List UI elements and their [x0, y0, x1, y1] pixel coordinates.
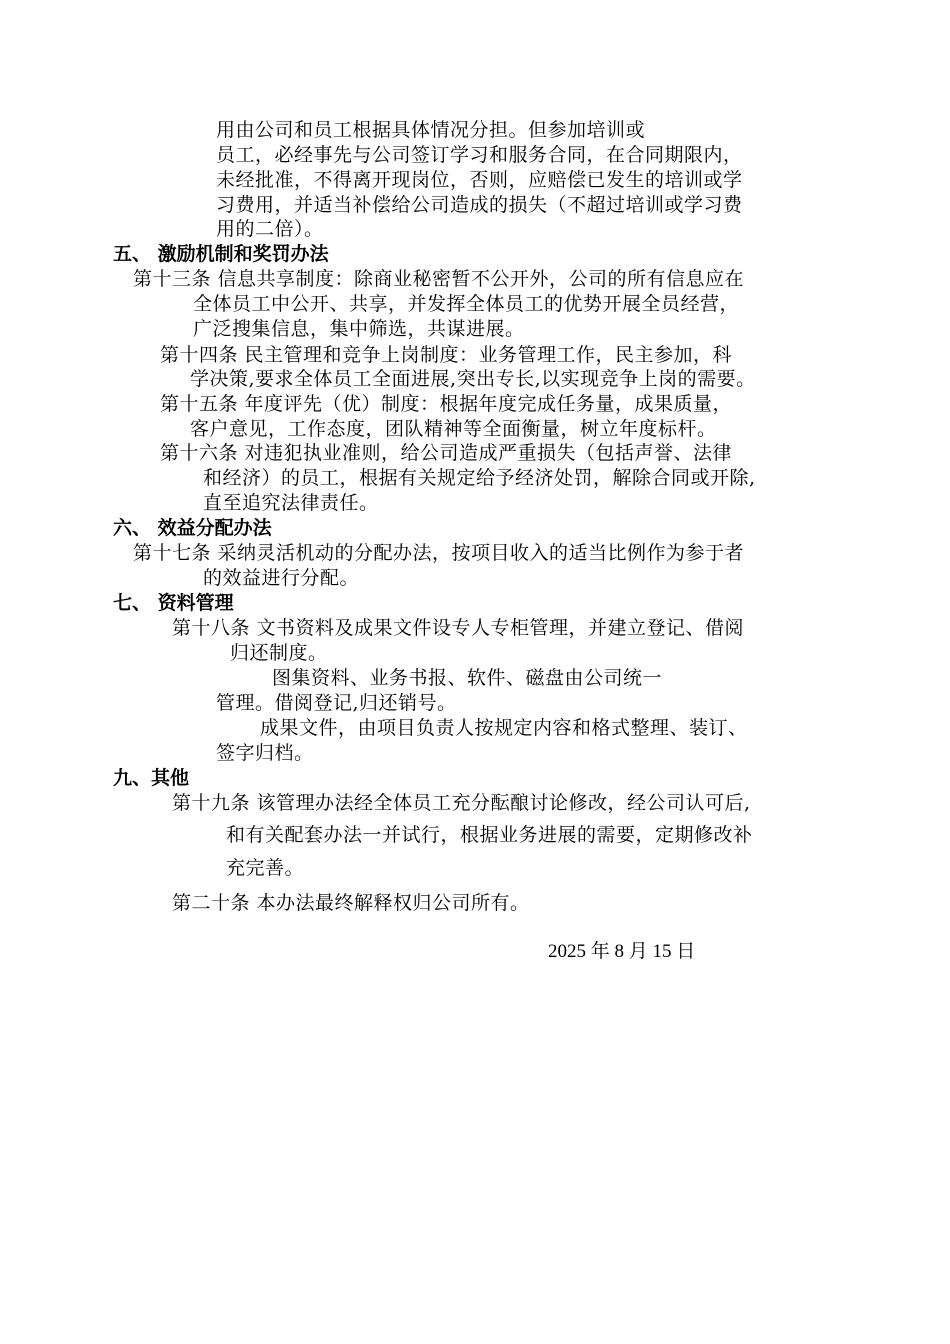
section-heading-incentive: 五、 激励机制和奖罚办法	[113, 243, 329, 265]
document-date: 2025 年 8 月 15 日	[548, 941, 696, 962]
article-16-line-1: 第十六条 对违犯执业准则，给公司造成严重损失（包括声誉、法律	[160, 442, 733, 464]
continuation-line-2: 员工，必经事先与公司签订学习和服务合同，在合同期限内，	[216, 144, 743, 166]
article-15-line-2: 客户意见，工作态度，团队精神等全面衡量，树立年度标杆。	[190, 418, 717, 440]
article-17-line-1: 第十七条 采纳灵活机动的分配办法，按项目收入的适当比例作为参于者	[133, 542, 745, 564]
article-18-line-1: 第十八条 文书资料及成果文件设专人专柜管理，并建立登记、借阅	[172, 617, 745, 639]
continuation-line-1: 用由公司和员工根据具体情况分担。但参加培训或	[216, 119, 646, 141]
article-15-line-1: 第十五条 年度评先（优）制度：根据年度完成任务量，成果质量，	[160, 393, 733, 415]
article-16-line-3: 直至追究法律责任。	[203, 492, 379, 514]
article-13-line-3: 广泛搜集信息，集中筛选，共谋进展。	[193, 318, 525, 340]
results-paragraph-line-2: 签字归档。	[216, 742, 314, 764]
materials-paragraph-line-1: 图集资料、业务书报、软件、磁盘由公司统一	[272, 667, 663, 689]
article-13-line-2: 全体员工中公开、共享，并发挥全体员工的优势开展全员经营，	[193, 293, 740, 315]
article-17-line-2: 的效益进行分配。	[203, 567, 360, 589]
article-13-line-1: 第十三条 信息共享制度：除商业秘密暂不公开外，公司的所有信息应在	[133, 268, 745, 290]
article-19-line-1: 第十九条 该管理办法经全体员工充分酝酿讨论修改，经公司认可后,	[172, 792, 751, 814]
article-16-line-2: 和经济）的员工，根据有关规定给予经济处罚，解除合同或开除,	[203, 467, 756, 489]
article-19-line-3: 充完善。	[226, 857, 305, 879]
continuation-line-3: 未经批准，不得离开现岗位，否则，应赔偿已发生的培训或学	[216, 169, 743, 191]
article-18-line-2: 归还制度。	[230, 642, 328, 664]
section-heading-other: 九、其他	[113, 767, 190, 789]
article-20: 第二十条 本办法最终解释权归公司所有。	[172, 892, 530, 914]
article-14-line-2: 学决策,要求全体员工全面进展,突出专长,以实现竞争上岗的需要。	[190, 368, 756, 390]
article-19-line-2: 和有关配套办法一并试行，根据业务进展的需要，定期修改补	[226, 824, 753, 846]
continuation-line-5: 用的二倍）。	[216, 218, 324, 240]
article-14-line-1: 第十四条 民主管理和竞争上岗制度：业务管理工作，民主参加，科	[160, 344, 733, 366]
continuation-line-4: 习费用，并适当补偿给公司造成的损失（不超过培训或学习费	[216, 194, 743, 216]
results-paragraph-line-1: 成果文件，由项目负责人按规定内容和格式整理、装订、	[260, 717, 748, 739]
section-heading-document-management: 七、 资料管理	[113, 592, 234, 614]
materials-paragraph-line-2: 管理。借阅登记,归还销号。	[216, 692, 457, 714]
section-heading-benefit-distribution: 六、 效益分配办法	[113, 517, 272, 539]
